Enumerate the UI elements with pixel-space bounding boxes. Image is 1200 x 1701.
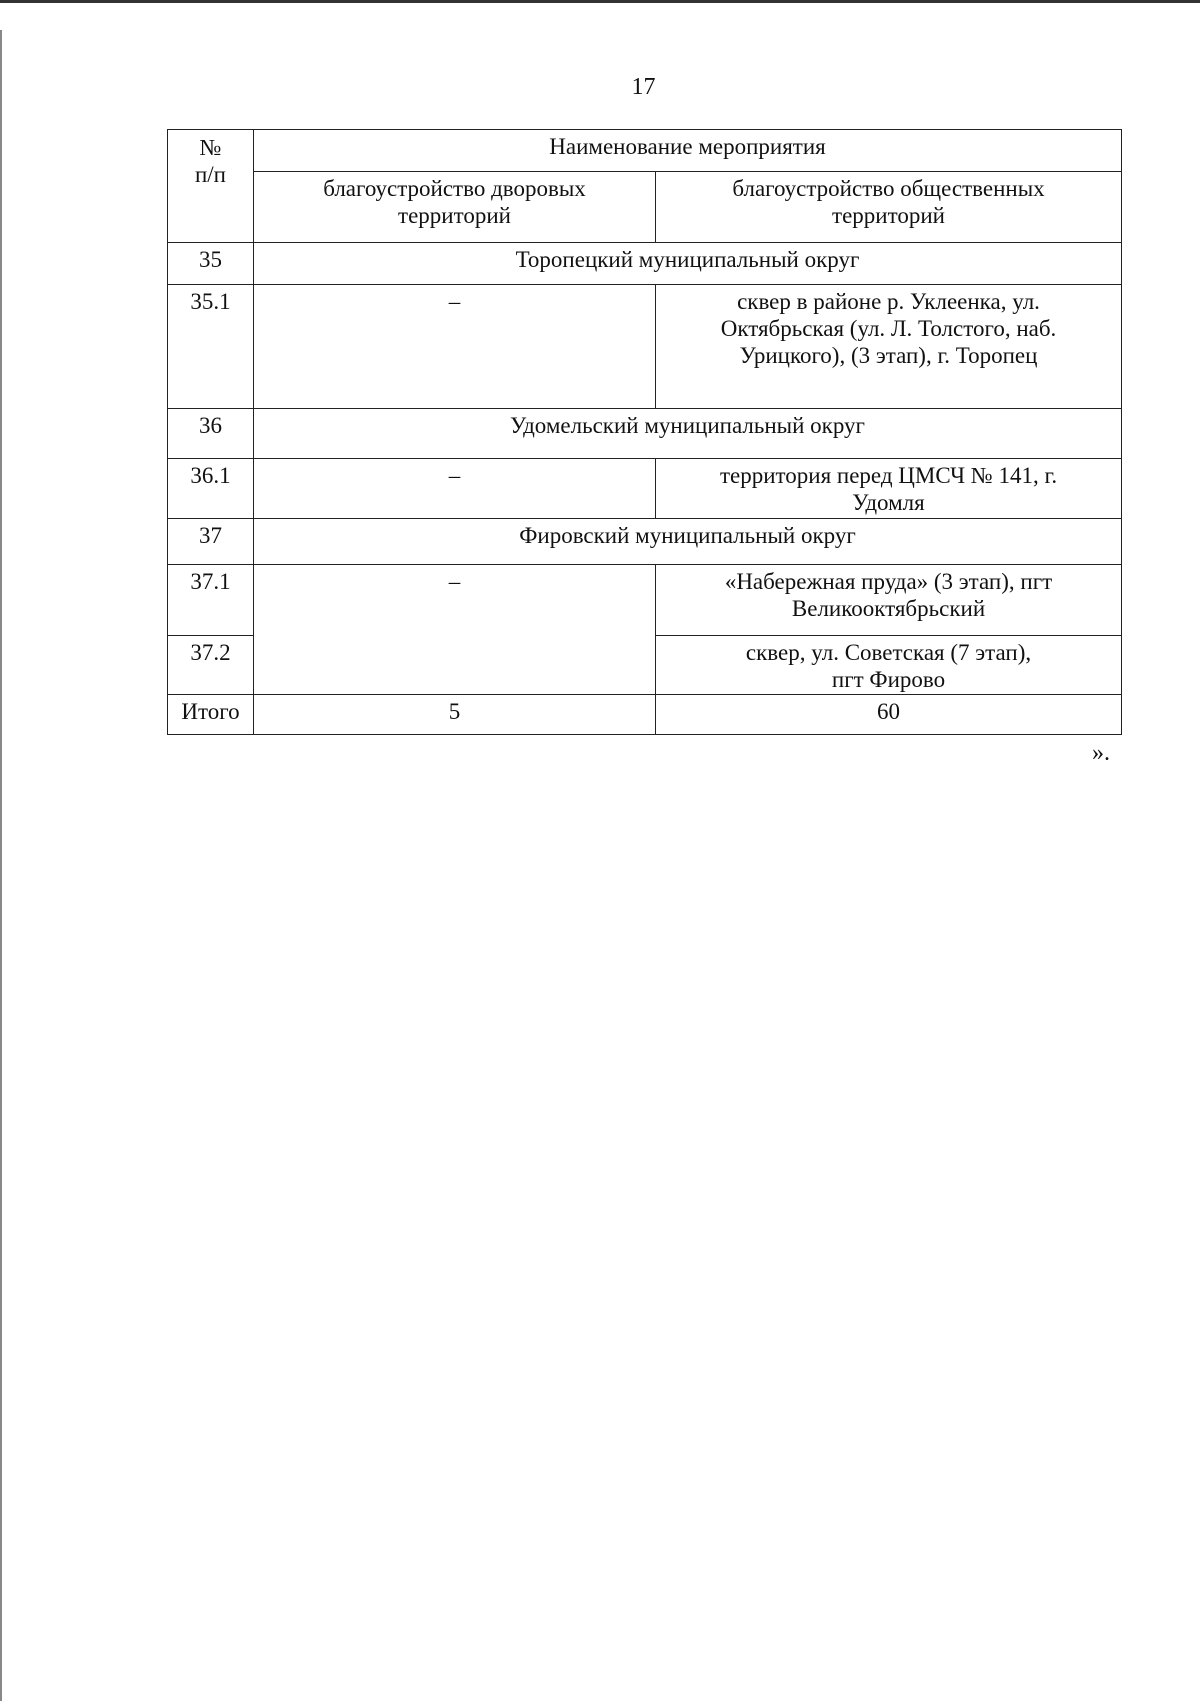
district-row	[168, 243, 1122, 285]
total-label: Итого	[168, 695, 254, 735]
row-num: 37.1	[168, 565, 254, 636]
row-num: 35	[168, 243, 254, 285]
row-num: 36.1	[168, 459, 254, 519]
table-row	[168, 459, 1122, 519]
yard-cell: –	[254, 285, 656, 409]
yard-cell: –	[254, 565, 656, 695]
table-row	[168, 565, 1122, 636]
district-name: Торопецкий муниципальный округ	[254, 243, 1122, 285]
header-subrow	[168, 172, 1122, 243]
scan-edge-left	[0, 30, 2, 1701]
row-num: 37.2	[168, 636, 254, 695]
header-row	[168, 130, 1122, 172]
total-row	[168, 695, 1122, 735]
district-row	[168, 409, 1122, 459]
public-cell: территория перед ЦМСЧ № 141, г. Удомля	[656, 459, 1122, 519]
row-num: 37	[168, 519, 254, 565]
public-cell: сквер, ул. Советская (7 этап), пгт Фирово	[656, 636, 1122, 695]
district-name: Удомельский муниципальный округ	[254, 409, 1122, 459]
header-yard: благоустройство дворовых территорий	[254, 172, 656, 243]
total-public: 60	[656, 695, 1122, 735]
district-name: Фировский муниципальный округ	[254, 519, 1122, 565]
header-num: № п/п	[168, 130, 254, 243]
public-cell: сквер в районе р. Уклеенка, ул. Октябрьская (ул. Л. Толстого, наб. Урицкого), (3 этап), г. Торопец	[656, 285, 1122, 409]
header-public: благоустройство общественных территорий	[656, 172, 1122, 243]
public-cell: «Набережная пруда» (3 этап), пгт Великооктябрьский	[656, 565, 1122, 636]
yard-cell: –	[254, 459, 656, 519]
closing-quote: ».	[1092, 740, 1110, 766]
row-num: 35.1	[168, 285, 254, 409]
row-num: 36	[168, 409, 254, 459]
header-name: Наименование мероприятия	[254, 130, 1122, 172]
page-number: 17	[631, 74, 656, 100]
total-yard: 5	[254, 695, 656, 735]
district-row	[168, 519, 1122, 565]
scan-edge-top	[0, 0, 1200, 3]
table-row	[168, 285, 1122, 409]
measures-table	[167, 129, 1122, 735]
